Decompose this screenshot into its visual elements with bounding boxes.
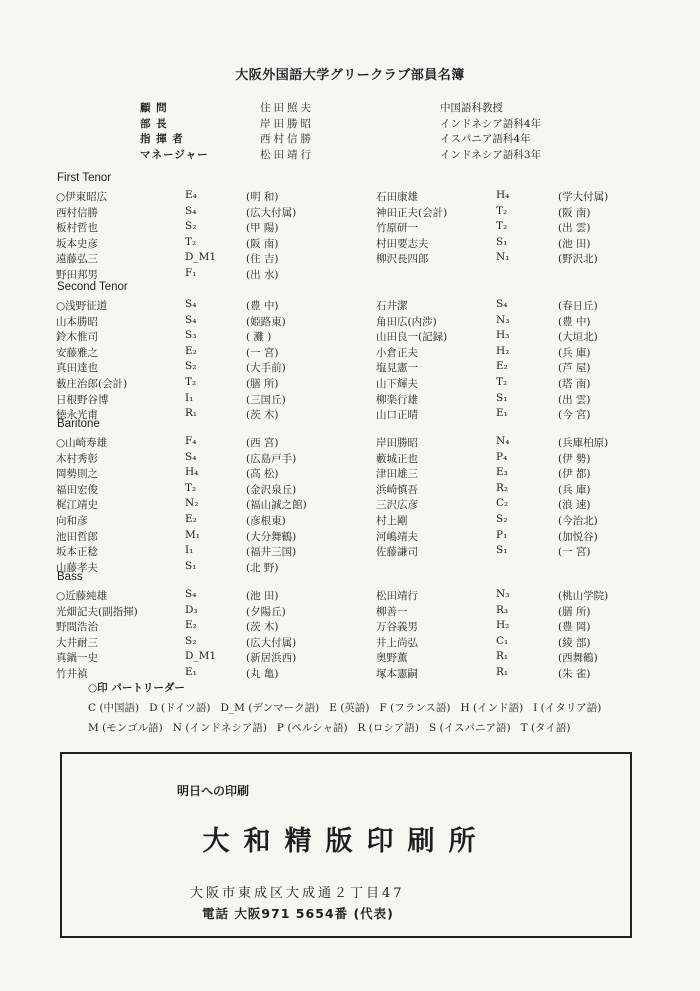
member-name: 徳永光甫: [56, 409, 98, 422]
member-school: (西 宮): [246, 437, 279, 449]
officer-name: 松田靖行: [260, 148, 314, 161]
member-row: [56, 635, 616, 651]
member-name: 佐藤謙司: [376, 546, 418, 559]
member-school: (池 田): [558, 237, 591, 250]
member-name: 松田靖行: [376, 590, 418, 602]
member-school: (豊 中): [246, 300, 279, 312]
member-part: F₁: [185, 267, 197, 279]
member-row: [56, 205, 616, 221]
member-row: [56, 482, 616, 498]
member-name: 木村秀彰: [56, 452, 98, 465]
officer-name: 住田照夫: [260, 102, 314, 115]
member-school: (大垣北): [558, 331, 598, 344]
member-part: N₃: [496, 313, 510, 326]
legend-item: R (ロシア語): [357, 722, 419, 734]
legend-item: H (インド語): [460, 702, 524, 714]
member-name: 石井潔: [376, 300, 408, 312]
member-school: (今 宮): [558, 409, 591, 422]
legend-item: D_M (デンマーク語): [220, 702, 320, 714]
member-school: (一 宮): [558, 546, 591, 559]
member-school: (野沢北): [558, 253, 598, 266]
member-name: 柳楽行雄: [376, 393, 418, 406]
member-part: E₄: [185, 189, 197, 201]
member-part: S₄: [185, 450, 197, 463]
officer-role: 指 揮 者: [140, 133, 184, 146]
member-row: [56, 466, 616, 482]
ad-phone: 電話 大阪971 5654番 (代表): [202, 906, 394, 921]
member-part: N₄: [496, 435, 510, 447]
member-school: (福山誠之館): [246, 499, 307, 512]
member-part: N₁: [496, 251, 510, 264]
member-name: 塚本憲嗣: [376, 668, 418, 680]
officers-list: [140, 100, 620, 162]
member-school: (茨 木): [246, 621, 279, 634]
member-name: 山本勝昭: [56, 315, 98, 328]
member-name: 真田達也: [56, 362, 98, 375]
officer-dept: インドネシア語科4年: [440, 117, 542, 130]
member-row: [56, 345, 616, 361]
member-name: 安藤雅之: [56, 346, 98, 359]
member-part: F₄: [185, 435, 197, 447]
member-part: S₂: [185, 360, 197, 373]
member-part: E₂: [185, 513, 197, 525]
member-school: (芦 屋): [558, 362, 591, 375]
member-school: (塔 南): [558, 378, 591, 390]
member-school: (広大付属): [246, 636, 297, 649]
officer-dept: イスパニア語科4年: [440, 133, 531, 146]
member-school: (豊 中): [558, 315, 591, 328]
member-name: 山藤孝夫: [56, 561, 98, 574]
member-part: D_M1: [185, 650, 217, 663]
member-name: 村田要志夫: [376, 237, 429, 250]
legend-item: I (イタリア語): [533, 702, 602, 714]
member-school: (桃山学院): [558, 590, 609, 602]
member-school: (学大付属): [558, 191, 609, 203]
member-name: 柳善一: [376, 605, 408, 618]
page-title: 大阪外国語大学グリークラブ部員名簿: [235, 68, 465, 83]
member-school: (浪 速): [558, 499, 591, 512]
member-school: (伊 都): [558, 468, 591, 481]
member-name: 光畑記夫(副指揮): [56, 605, 138, 618]
member-part: T₂: [496, 204, 508, 217]
member-part: T₂: [496, 376, 508, 388]
member-school: (明 和): [246, 191, 279, 203]
ad-tagline: 明日への印刷: [177, 784, 250, 798]
member-part: D₃: [185, 603, 198, 616]
member-school: (加悦谷): [558, 530, 598, 543]
member-school: (兵 庫): [558, 346, 591, 359]
member-row: [56, 513, 616, 529]
member-name: 山田良一(記録): [376, 331, 448, 344]
legend-item: E (英語): [329, 702, 370, 714]
member-school: (彦根東): [246, 515, 286, 527]
member-part: T₂: [185, 481, 197, 494]
legend: [88, 678, 628, 738]
member-name: 山下輝夫: [376, 378, 418, 390]
member-row: [56, 392, 616, 408]
member-school: (姫路東): [246, 315, 286, 328]
officer-role: マネージャー: [140, 148, 209, 161]
member-row: [56, 267, 616, 283]
legend-item: N (インドネシア語): [172, 722, 267, 734]
member-school: (住 吉): [246, 253, 279, 266]
legend-title: ○印 パートリーダー: [88, 682, 185, 694]
member-school: (甲 陽): [246, 222, 279, 235]
member-part: S₄: [185, 298, 197, 310]
member-row: [56, 588, 616, 604]
member-part: E₂: [185, 344, 197, 357]
member-name: ○伊東昭広: [56, 191, 108, 203]
member-name: 山口正晴: [376, 409, 418, 422]
member-row: [56, 544, 616, 560]
section-heading: Bass: [57, 571, 83, 583]
member-name: 竹井禎: [56, 668, 88, 680]
member-part: R₂: [496, 481, 509, 494]
member-school: (一 宮): [246, 346, 279, 359]
member-part: C₁: [496, 634, 509, 647]
officer-row: [140, 100, 620, 116]
officer-dept: インドネシア語科3年: [440, 148, 542, 161]
member-row: [56, 560, 616, 576]
member-row: [56, 650, 616, 666]
member-school: (出 雲): [558, 393, 591, 406]
member-school: (大手前): [246, 362, 286, 375]
member-school: (阪 南): [558, 206, 591, 219]
legend-item: D (ドイツ語): [149, 702, 211, 714]
member-part: D_M1: [185, 251, 217, 264]
member-school: (北 野): [246, 561, 279, 574]
member-name: 向和彦: [56, 515, 88, 527]
member-name: 竹原研一: [376, 222, 418, 235]
member-row: [56, 376, 616, 392]
member-school: (出 雲): [558, 222, 591, 235]
member-part: S₁: [185, 559, 197, 572]
member-row: [56, 604, 616, 620]
member-name: 薮庄治郎(会計): [56, 378, 128, 390]
member-name: 津田雄三: [376, 468, 418, 481]
legend-item: C (中国語): [88, 702, 140, 714]
member-name: 池田哲郎: [56, 530, 98, 543]
member-name: 柳沢長四郎: [376, 253, 429, 266]
member-row: [56, 220, 616, 236]
officer-role: 顧 問: [140, 102, 168, 115]
member-part: C₂: [496, 497, 509, 510]
member-part: P₁: [496, 528, 508, 541]
member-name: 坂本史彦: [56, 237, 98, 250]
member-name: ○山崎寿雄: [56, 437, 108, 449]
member-name: 遠藤弘三: [56, 253, 98, 266]
member-part: H₂: [496, 344, 510, 357]
member-school: (兵庫柏原): [558, 437, 609, 449]
member-part: M₁: [185, 528, 200, 541]
officer-row: [140, 116, 620, 132]
member-row: [56, 360, 616, 376]
member-name: 鈴木惟司: [56, 331, 98, 344]
member-name: 野間浩治: [56, 621, 98, 634]
member-name: 岸田勝昭: [376, 437, 418, 449]
member-part: T₂: [496, 220, 508, 233]
member-name: 藪城正也: [376, 452, 418, 465]
member-school: (丸 亀): [246, 668, 279, 680]
member-part: T₂: [185, 235, 197, 248]
member-row: [56, 251, 616, 267]
member-school: (新居浜西): [246, 652, 297, 665]
member-school: (朱 雀): [558, 668, 591, 680]
member-row: [56, 407, 616, 423]
member-row: [56, 236, 616, 252]
member-school: (出 水): [246, 269, 279, 281]
member-name: 梶江靖史: [56, 499, 98, 512]
member-part: I₁: [185, 391, 194, 404]
member-part: S₄: [185, 588, 197, 600]
member-name: 河嶋靖夫: [376, 530, 418, 543]
member-school: (阪 南): [246, 237, 279, 250]
member-part: R₃: [496, 603, 509, 616]
member-school: (大分舞鶴): [246, 530, 297, 543]
member-name: 塩見憲一: [376, 362, 418, 375]
section-heading: Baritone: [57, 418, 100, 430]
member-name: 万谷義男: [376, 621, 418, 634]
member-name: 角田広(内渉): [376, 315, 437, 328]
member-school: (夕陽丘): [246, 605, 286, 618]
officer-row: [140, 131, 620, 147]
printer-advertisement: [60, 752, 632, 938]
member-school: (膳 所): [246, 378, 279, 390]
member-name: 浜崎慎吾: [376, 483, 418, 496]
legend-items: [88, 698, 628, 738]
member-part: S₃: [185, 329, 197, 342]
member-name: 板村哲也: [56, 222, 98, 235]
member-part: T₂: [185, 376, 197, 388]
member-part: S₂: [185, 220, 197, 233]
member-part: S₂: [496, 513, 508, 525]
member-name: 坂本正稔: [56, 546, 98, 559]
member-school: (豊 岡): [558, 621, 591, 634]
member-part: E₂: [496, 360, 508, 373]
member-name: 真鍋一史: [56, 652, 98, 665]
member-school: (兵 庫): [558, 483, 591, 496]
member-school: (三国丘): [246, 393, 286, 406]
member-name: 野田邦男: [56, 269, 98, 281]
member-school: (広島戸手): [246, 452, 297, 465]
member-name: 石田康雄: [376, 191, 418, 203]
member-part: E₂: [185, 619, 197, 632]
member-school: (茨 木): [246, 409, 279, 422]
legend-item: T (タイ語): [520, 722, 571, 734]
officer-row: [140, 147, 620, 163]
member-part: H₄: [496, 189, 510, 201]
member-part: S₁: [496, 544, 508, 557]
legend-item: F (フランス語): [379, 702, 451, 714]
member-row: [56, 298, 616, 314]
member-name: ○近藤純雄: [56, 590, 108, 602]
member-name: 小倉正夫: [376, 346, 418, 359]
member-part: R₁: [496, 650, 509, 663]
officer-dept: 中国語科教授: [440, 102, 503, 115]
member-school: (福井三国): [246, 546, 297, 559]
member-part: P₄: [496, 450, 508, 463]
member-row: [56, 189, 616, 205]
member-row: [56, 619, 616, 635]
member-part: R₁: [185, 407, 198, 420]
member-school: (春日丘): [558, 300, 598, 312]
member-part: S₄: [185, 313, 197, 326]
member-part: S₁: [496, 391, 508, 404]
legend-item: S (イスパニア語): [428, 722, 511, 734]
officer-name: 西村信勝: [260, 133, 314, 146]
member-school: (池 田): [246, 590, 279, 602]
member-part: S₄: [496, 298, 508, 310]
legend-item: P (ペルシャ語): [276, 722, 348, 734]
member-part: R₁: [496, 666, 509, 678]
member-row: [56, 435, 616, 451]
member-row: [56, 497, 616, 513]
member-part: S₁: [496, 235, 508, 248]
member-name: 西村信勝: [56, 206, 98, 219]
officer-role: 部 長: [140, 117, 168, 130]
member-name: 村上剛: [376, 515, 408, 527]
member-part: E₁: [185, 666, 197, 678]
ad-company-name: 大和精版印刷所: [202, 826, 490, 857]
member-row: [56, 329, 616, 345]
member-school: (伊 勢): [558, 452, 591, 465]
member-school: (綾 部): [558, 636, 591, 649]
member-name: ○浅野征道: [56, 300, 108, 312]
ad-address: 大阪市東成区大成通２丁目47: [190, 886, 405, 901]
member-school: (高 松): [246, 468, 279, 481]
member-row: [56, 451, 616, 467]
member-row: [56, 529, 616, 545]
member-row: [56, 314, 616, 330]
member-name: 神田正夫(会計): [376, 206, 448, 219]
member-part: E₃: [496, 466, 508, 479]
member-name: 福田宏俊: [56, 483, 98, 496]
member-part: E₁: [496, 407, 508, 420]
member-part: S₂: [185, 634, 197, 647]
member-part: H₃: [496, 329, 510, 342]
member-name: 大井耐三: [56, 636, 98, 649]
member-part: H₂: [496, 619, 510, 632]
member-name: 奥野薫: [376, 652, 408, 665]
member-part: N₃: [496, 588, 510, 600]
officer-name: 岸田勝昭: [260, 117, 314, 130]
member-name: 日根野谷博: [56, 393, 109, 406]
member-school: (広大付属): [246, 206, 297, 219]
member-school: (今治北): [558, 515, 598, 527]
legend-item: M (モンゴル語): [88, 722, 163, 734]
member-part: H₄: [185, 466, 199, 479]
member-school: ( 灘 ): [246, 331, 272, 344]
member-school: (膳 所): [558, 605, 591, 618]
member-part: I₁: [185, 544, 194, 557]
section-heading: First Tenor: [57, 172, 112, 184]
section-heading: Second Tenor: [57, 281, 128, 293]
member-school: (西舞鶴): [558, 652, 598, 665]
member-school: (金沢泉丘): [246, 483, 297, 496]
member-part: N₂: [185, 497, 199, 510]
member-name: 井上尚弘: [376, 636, 418, 649]
member-part: S₄: [185, 204, 197, 217]
member-name: 三沢広彦: [376, 499, 418, 512]
member-name: 岡勢則之: [56, 468, 98, 481]
